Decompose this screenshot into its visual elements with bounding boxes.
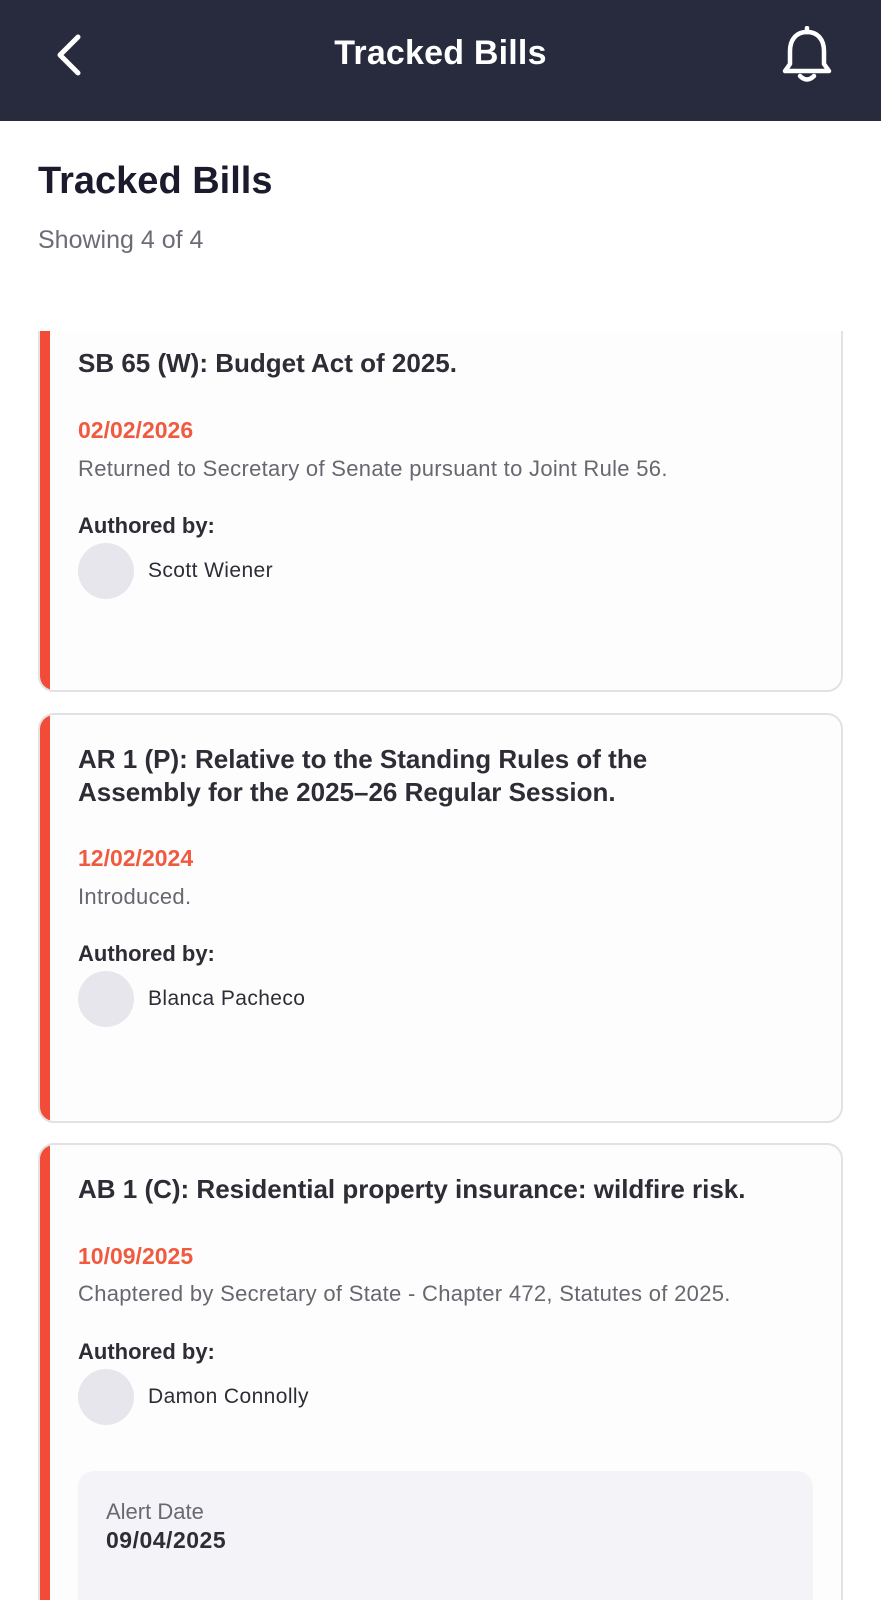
bill-title: SB 65 (W): Budget Act of 2025.	[78, 348, 457, 378]
alert-date-label: Alert Date	[106, 1499, 204, 1524]
bill-date: 02/02/2026	[78, 417, 194, 443]
header-title: Tracked Bills	[334, 34, 547, 72]
author-row[interactable]	[78, 1369, 309, 1425]
alert-date-value: 09/04/2025	[106, 1527, 227, 1553]
bill-list[interactable]	[0, 331, 881, 1600]
author-name: Blanca Pacheco	[148, 987, 306, 1010]
alert-date-box	[78, 1471, 813, 1600]
bill-card[interactable]	[38, 331, 843, 692]
bill-title: AR 1 (P): Relative to the Standing Rules of the Assembly for the 2025–26 Regular Session.	[78, 744, 648, 807]
avatar	[78, 1369, 134, 1425]
top-nav-bar	[0, 0, 881, 121]
bill-status: Chaptered by Secretary of State - Chapter 472, Statutes of 2025.	[78, 1281, 731, 1306]
authored-by-label: Authored by:	[78, 1339, 215, 1364]
card-accent-bar	[40, 715, 50, 1121]
avatar	[78, 971, 134, 1027]
bell-icon	[781, 26, 833, 86]
card-accent-bar	[40, 1145, 50, 1600]
bill-card[interactable]	[38, 713, 843, 1123]
author-row[interactable]	[78, 971, 305, 1027]
author-name: Scott Wiener	[148, 559, 274, 582]
bill-date: 10/09/2025	[78, 1243, 194, 1269]
author-row[interactable]	[78, 543, 273, 599]
bill-card[interactable]	[38, 1143, 843, 1600]
bill-title: AB 1 (C): Residential property insurance: wildfire risk.	[78, 1174, 746, 1204]
results-count: Showing 4 of 4	[38, 226, 204, 254]
card-accent-bar	[40, 331, 50, 690]
page-title: Tracked Bills	[38, 160, 273, 202]
notifications-button[interactable]	[777, 24, 837, 88]
author-name: Damon Connolly	[148, 1385, 309, 1408]
bill-date: 12/02/2024	[78, 845, 194, 871]
bill-status: Returned to Secretary of Senate pursuant to Joint Rule 56.	[78, 456, 668, 481]
authored-by-label: Authored by:	[78, 941, 215, 966]
avatar	[78, 543, 134, 599]
authored-by-label: Authored by:	[78, 513, 215, 538]
bill-status: Introduced.	[78, 884, 192, 909]
